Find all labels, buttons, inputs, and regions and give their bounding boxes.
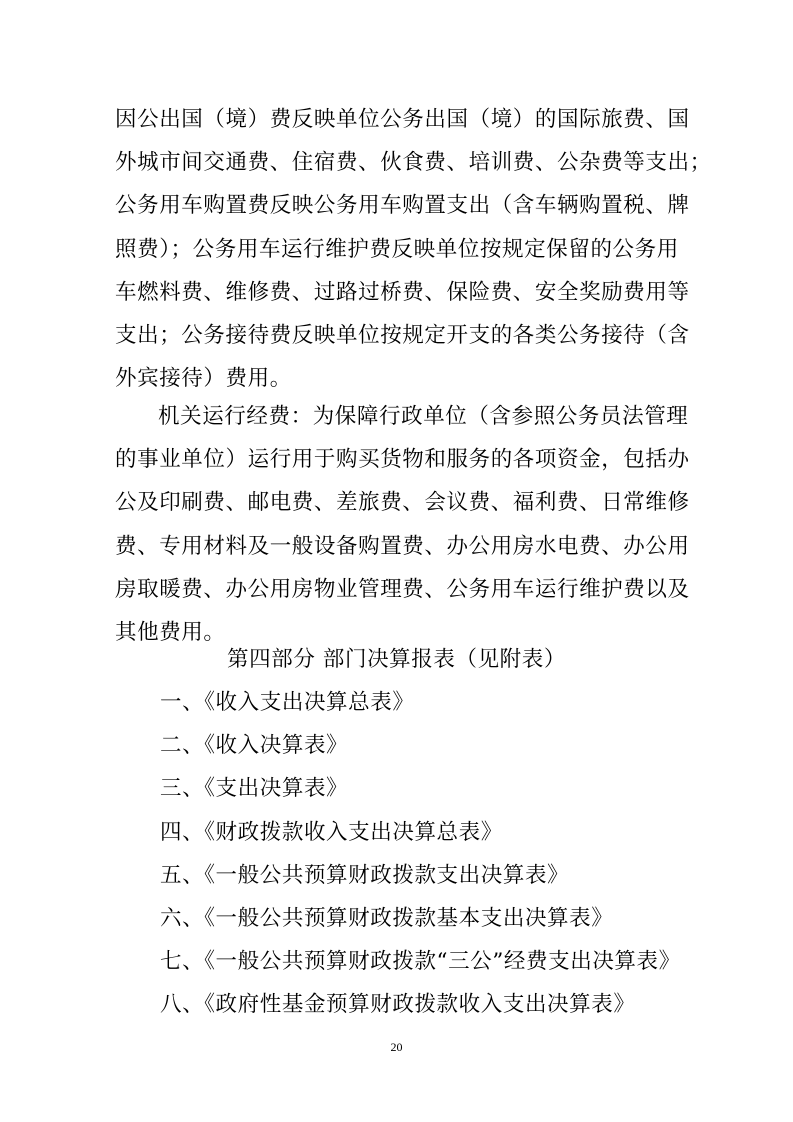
- paragraph-line: 因公出国（境）费反映单位公务出国（境）的国际旅费、国: [115, 107, 690, 132]
- report-list-item: 六、《一般公共预算财政拨款基本支出决算表》: [160, 905, 614, 931]
- paragraph-operating-expenses: [115, 395, 690, 654]
- paragraph-line: 其他费用。: [115, 619, 226, 645]
- report-list-item: 七、《一般公共预算财政拨款“三公”经费支出决算表》: [160, 949, 681, 975]
- paragraph-line: 机关运行经费：为保障行政单位（含参照公务员法管理: [158, 404, 689, 429]
- report-list-item: 二、《收入决算表》: [160, 733, 349, 759]
- report-list-item: 八、《政府性基金预算财政拨款收入支出决算表》: [160, 992, 636, 1018]
- paragraph-line: 公务用车购置费反映公务用车购置支出（含车辆购置税、牌: [115, 193, 690, 219]
- report-list-item: 一、《收入支出决算总表》: [160, 690, 415, 715]
- paragraph-line: 的事业单位）运行用于购买货物和服务的各项资金，包括办: [115, 447, 690, 473]
- section-title: 第四部分 部门决算报表（见附表）: [227, 647, 566, 672]
- report-list: [160, 681, 681, 1027]
- report-list-item: 四、《财政拨款收入支出决算总表》: [160, 819, 503, 845]
- paragraph-line: 费、专用材料及一般设备购置费、办公用房水电费、办公用: [115, 533, 690, 559]
- paragraph-line: 外宾接待）费用。: [115, 366, 292, 392]
- paragraph-line: 房取暖费、办公用房物业管理费、公务用车运行维护费以及: [115, 576, 690, 602]
- paragraph-line: 照费）；公务用车运行维护费反映单位按规定保留的公务用: [115, 236, 679, 262]
- paragraph-three-public-expenses: [115, 98, 712, 400]
- paragraph-line: 外城市间交通费、住宿费、伙食费、培训费、公杂费等支出；: [115, 150, 712, 176]
- paragraph-line: 车燃料费、维修费、过路过桥费、保险费、安全奖励费用等: [115, 279, 690, 305]
- paragraph-line: 公及印刷费、邮电费、差旅费、会议费、福利费、日常维修: [115, 490, 690, 516]
- report-list-item: 五、《一般公共预算财政拨款支出决算表》: [160, 862, 570, 888]
- page-number: 20: [390, 1040, 403, 1054]
- paragraph-line: 支出；公务接待费反映单位按规定开支的各类公务接待（含: [115, 322, 690, 348]
- report-list-item: 三、《支出决算表》: [160, 776, 349, 802]
